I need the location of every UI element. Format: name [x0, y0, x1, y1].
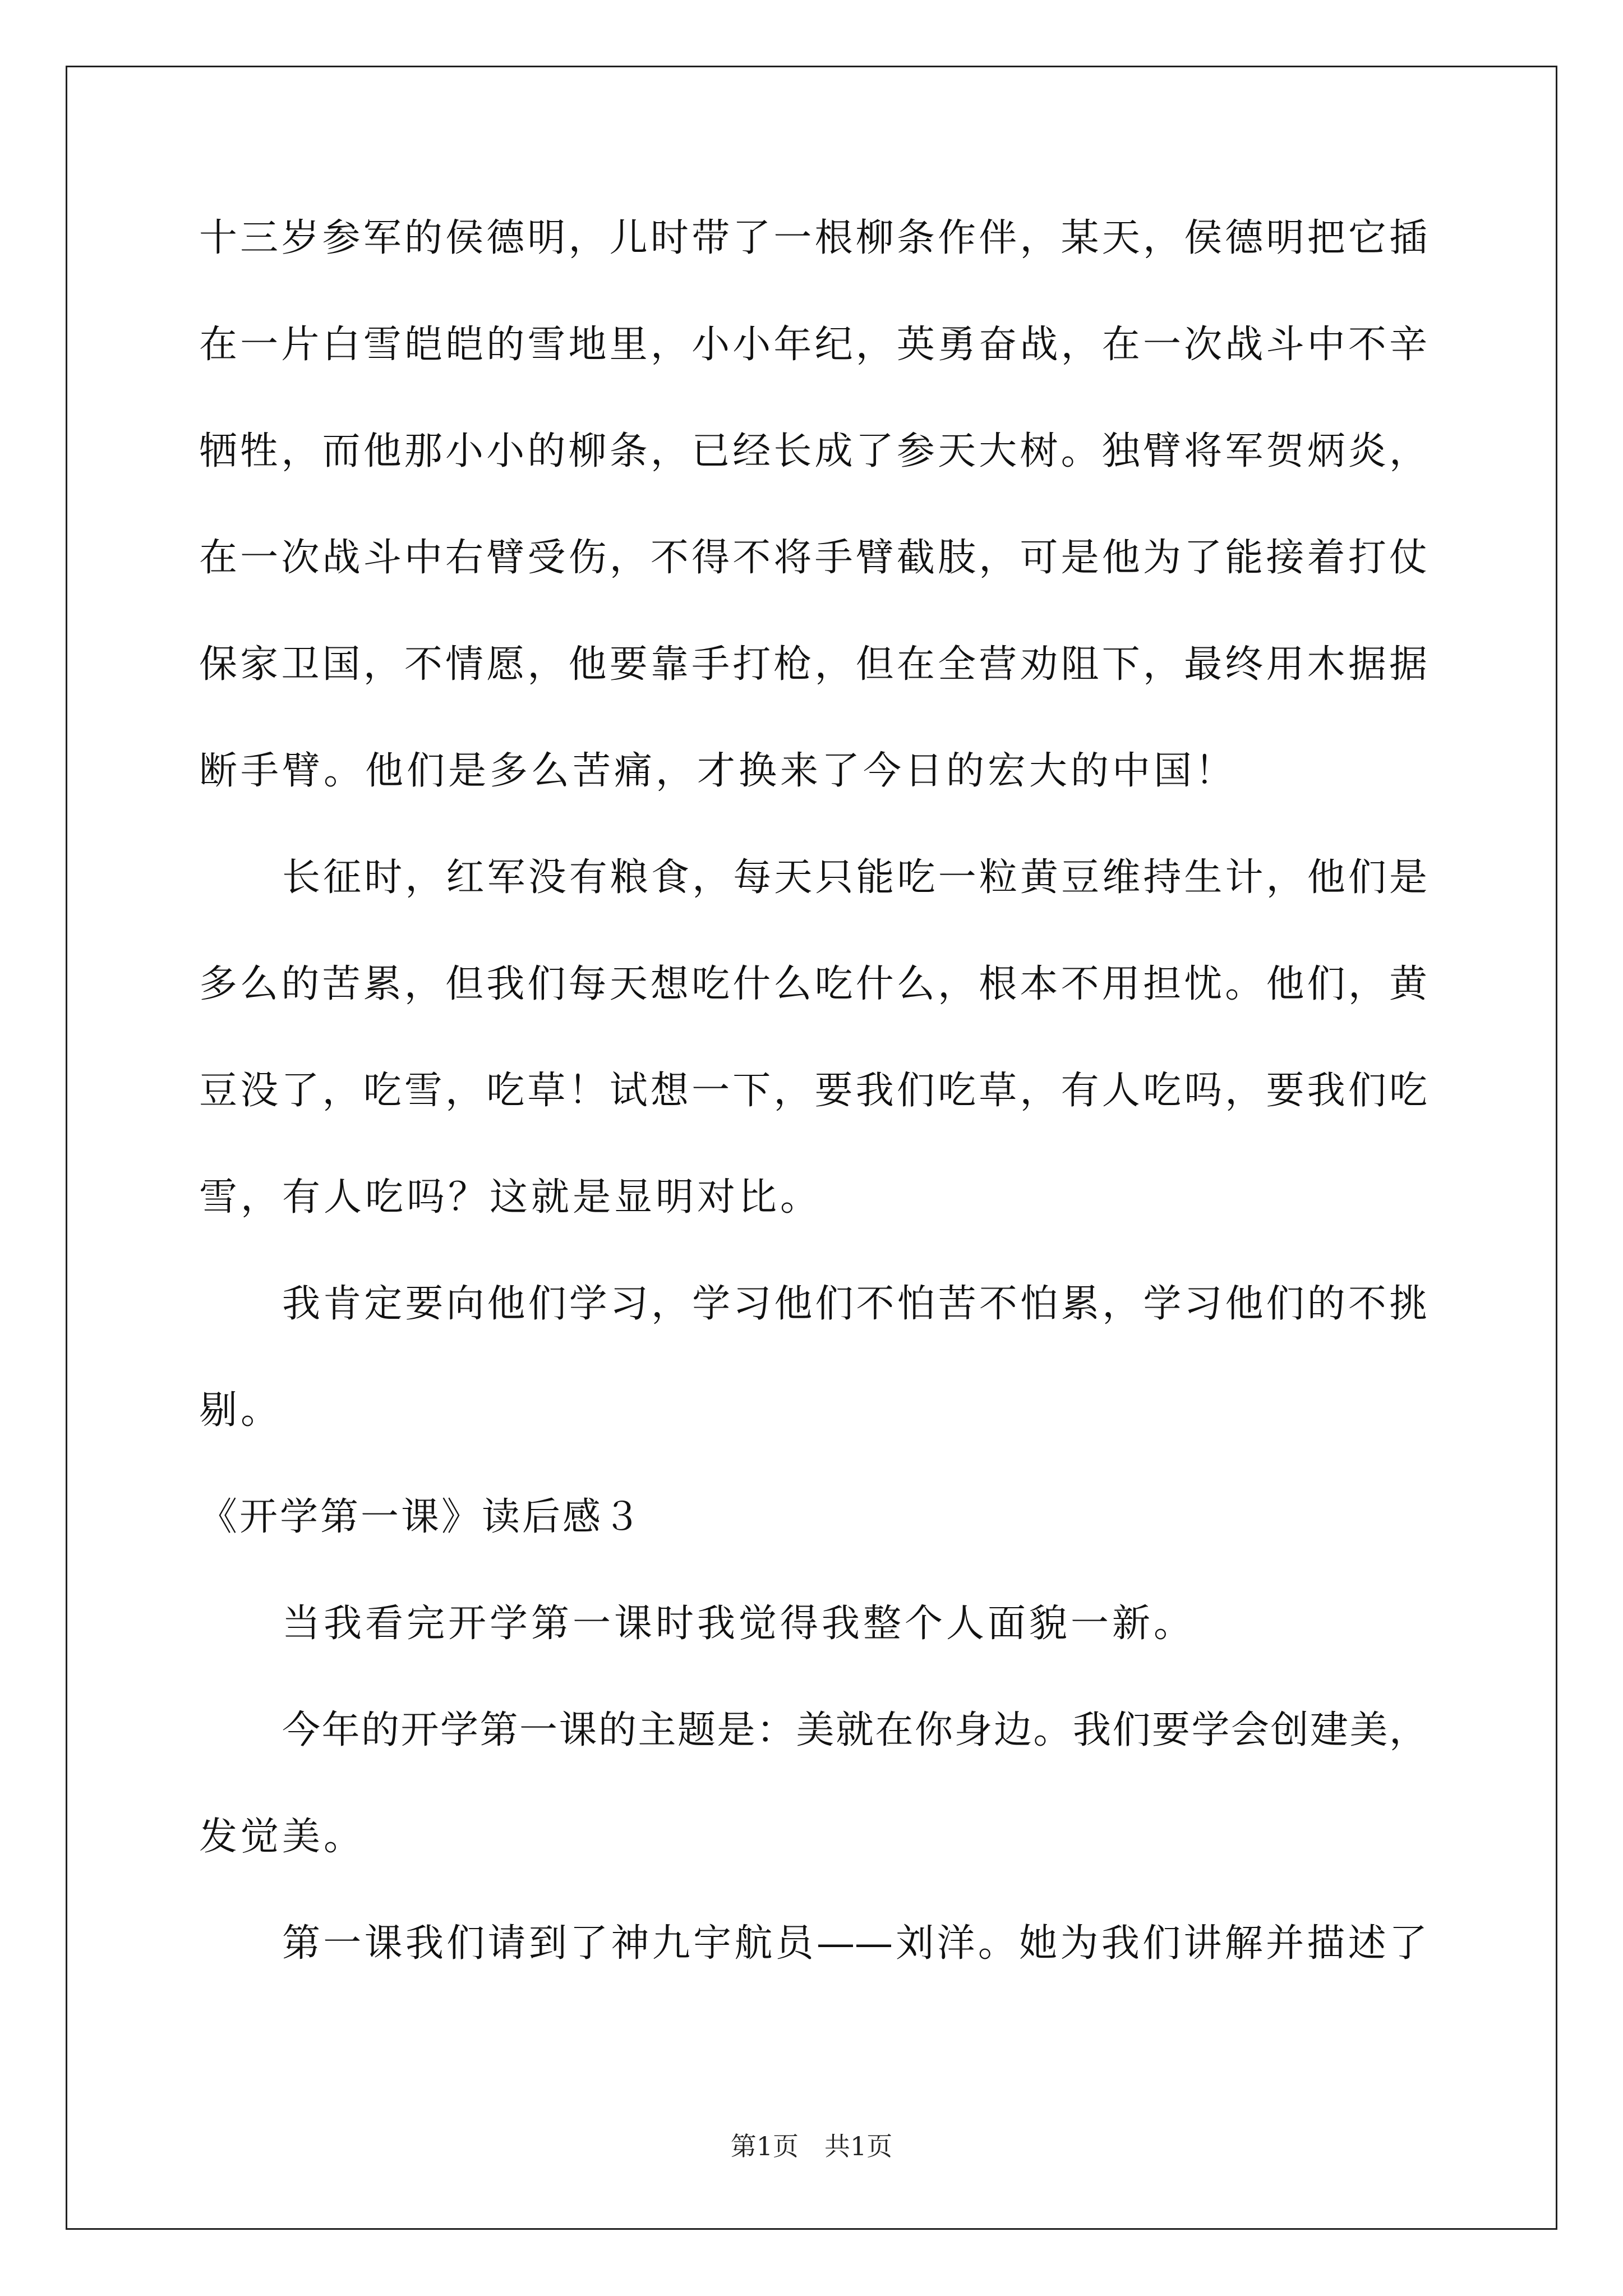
text-line: 保家卫国，不情愿，他要靠手打枪，但在全营劝阻下，最终用木据据 [199, 642, 1427, 687]
text-line: 多么的苦累，但我们每天想吃什么吃什么，根本不用担忧。他们，黄 [199, 962, 1427, 1006]
text-line: 牺牲，而他那小小的柳条，已经长成了参天大树。独臂将军贺炳炎， [199, 429, 1427, 473]
section-heading: 《开学第一课》读后感３ [199, 1495, 644, 1539]
paragraph-start-line: 当我看完开学第一课时我觉得我整个人面貌一新。 [282, 1602, 1196, 1646]
paragraph-start-line: 长征时，红军没有粮食，每天只能吃一粒黄豆维持生计，他们是 [282, 855, 1427, 900]
paragraph-start-line: 我肯定要向他们学习，学习他们不怕苦不怕累，学习他们的不挑 [282, 1282, 1427, 1326]
page-border [66, 66, 1557, 2230]
text-line: 剔。 [199, 1388, 283, 1433]
paragraph-start-line: 今年的开学第一课的主题是：美就在你身边。我们要学会创建美， [282, 1708, 1427, 1752]
paragraph-start-line: 第一课我们请到了神九宇航员——刘洋。她为我们讲解并描述了 [282, 1921, 1427, 1966]
text-line: 十三岁参军的侯德明，儿时带了一根柳条作伴，某天，侯德明把它插 [199, 216, 1427, 260]
text-line: 雪，有人吃吗？这就是显明对比。 [199, 1175, 822, 1220]
text-line: 在一次战斗中右臂受伤，不得不将手臂截肢，可是他为了能接着打仗 [199, 536, 1427, 580]
text-line: 发觉美。 [199, 1815, 366, 1859]
text-line: 豆没了，吃雪，吃草！试想一下，要我们吃草，有人吃吗，要我们吃 [199, 1069, 1427, 1113]
page-number-footer: 第1页 共1页 [730, 2131, 893, 2161]
text-line: 断手臂。他们是多么苦痛，才换来了今日的宏大的中国！ [199, 749, 1237, 793]
text-line: 在一片白雪皑皑的雪地里，小小年纪，英勇奋战，在一次战斗中不辛 [199, 323, 1427, 367]
